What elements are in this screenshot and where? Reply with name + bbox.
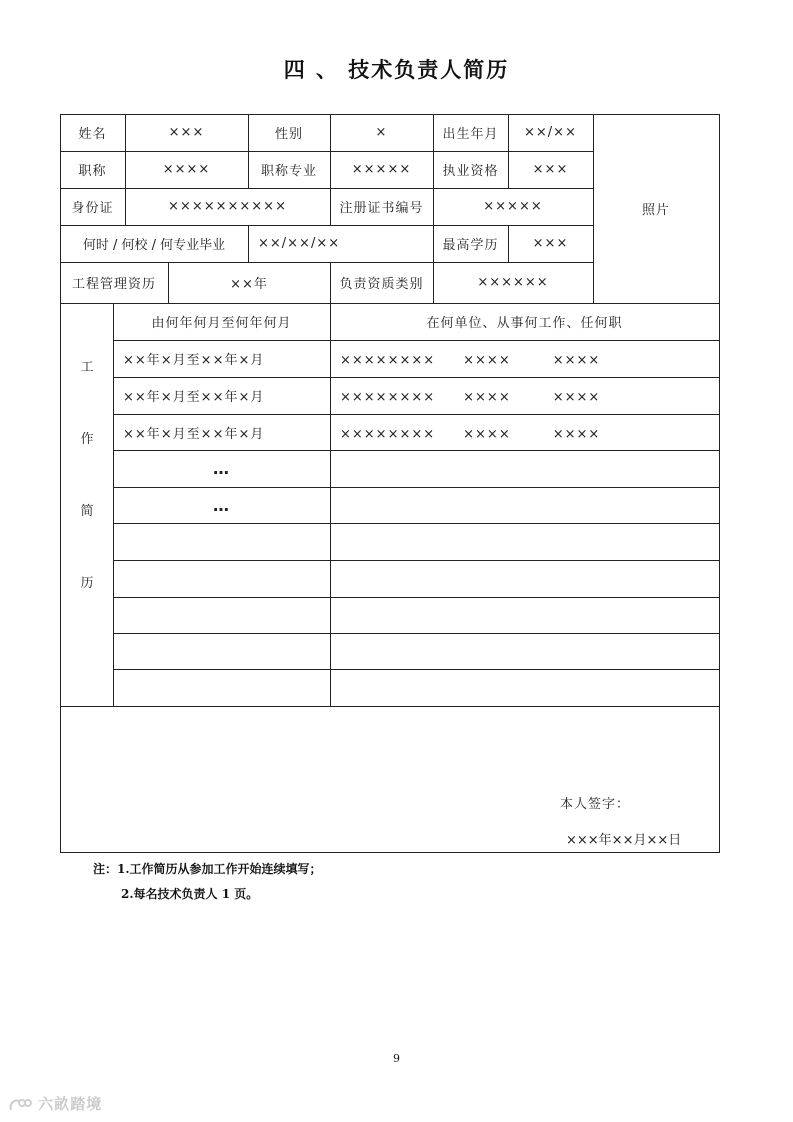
graduation-value: ××/××/×× [258,236,341,251]
cert-no-value: ××××× [483,199,543,214]
page-title: 四 、 技术负责人简历 [283,57,510,82]
period-header: 由何年何月至何年何月 [151,316,292,331]
birth-label: 出生年月 [442,127,499,142]
table-row-period: … [213,495,230,515]
gender-label: 性别 [274,127,303,142]
title-value: ×××× [162,162,211,177]
qualification-category-value: ×××××× [477,275,549,290]
name-label: 姓名 [78,127,107,142]
title-major-value: ××××× [351,162,412,177]
cert-no-label: 注册证书编号 [339,201,424,216]
graduation-label: 何时 / 何校 / 何专业毕业 [82,238,226,253]
watermark-logo-icon [8,1096,32,1114]
education-value: ××× [532,236,569,251]
signature-date: ×××年××月××日 [566,832,682,848]
table-row-detail [330,487,719,523]
signature-label: 本人签字： [560,796,631,812]
work-history-label-char: 历 [80,576,94,591]
qualification-label: 执业资格 [442,164,499,179]
detail-header: 在何单位、从事何工作、任何职 [426,316,623,331]
name-value: ××× [168,125,205,140]
title-label: 职称 [78,164,107,179]
watermark [8,1093,102,1114]
watermark-text: 六畝踏境 [38,1095,103,1113]
gender-value: × [375,125,388,140]
table-row-detail: ×××××××× ×××× ×××× [340,426,601,442]
table-row-detail: ×××××××× ×××× ×××× [340,353,601,368]
note-line-2: 2.每名技术负责人 1 页。 [121,887,259,901]
table-row-period: … [213,459,230,478]
table-row-period: ××年×月至××年×月 [123,353,265,368]
id-label: 身份证 [71,201,114,216]
table-row-period: ××年×月至××年×月 [123,426,265,442]
title-major-label: 职称专业 [260,164,317,179]
mgmt-exp-label: 工程管理资历 [71,277,156,292]
work-history-label-char: 作 [80,432,94,447]
education-label: 最高学历 [442,238,499,253]
id-value: ×××××××××× [168,199,287,214]
qualification-category-label: 负责资质类别 [339,277,424,292]
table-row-detail [330,450,719,487]
table-row-period: ××年×月至××年×月 [123,390,265,405]
mgmt-exp-value: ××年 [230,277,268,292]
birth-value: ××/×× [524,125,577,140]
qualification-value: ××× [532,162,569,177]
work-history-label-char: 简 [80,504,94,519]
note-line-1: 注：1.工作简历从参加工作开始连续填写； [93,862,322,876]
photo-placeholder: 照片 [641,203,670,218]
work-history-label-char: 工 [80,360,94,375]
table-row-detail: ×××××××× ×××× ×××× [340,390,601,405]
page-number: 9 [393,1052,400,1065]
